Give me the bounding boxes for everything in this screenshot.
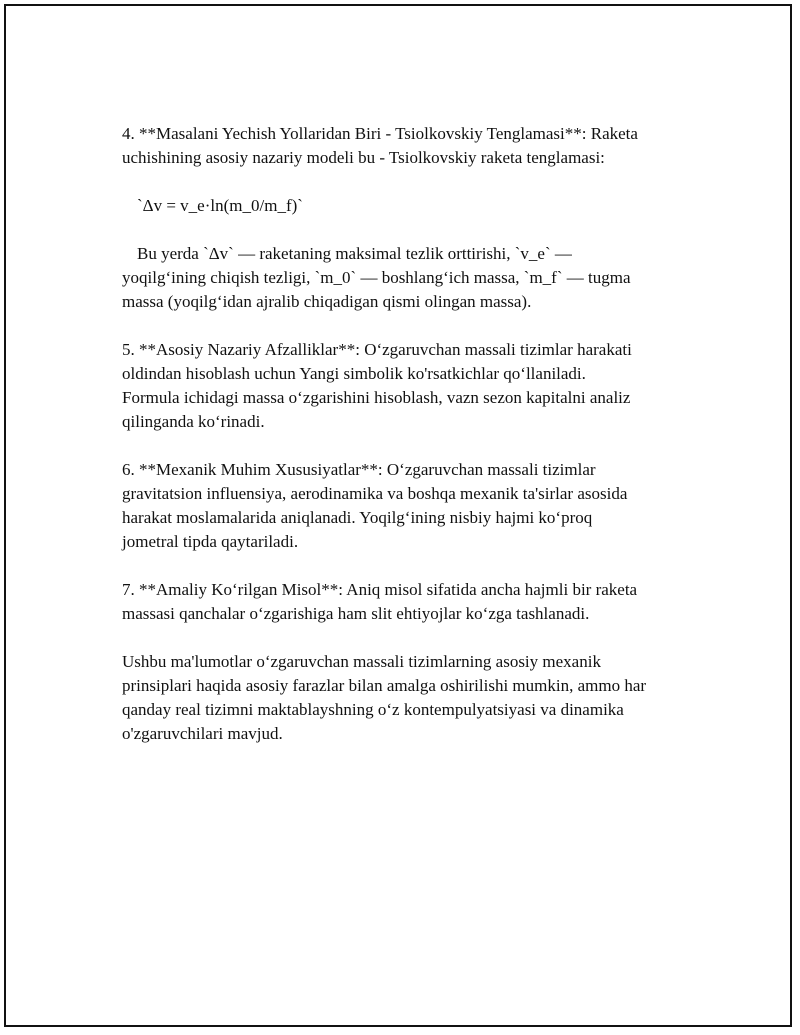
- section-5-advantages: [122, 338, 702, 434]
- section-6-mechanical: [122, 458, 702, 554]
- text-line: massa (yoqilg‘idan ajralib chiqadigan qismi olingan massa).: [122, 292, 532, 311]
- conclusion-paragraph: [122, 650, 702, 746]
- text-line: uchishining asosiy nazariy modeli bu - Tsiolkovskiy raketa tenglamasi:: [122, 148, 605, 167]
- text-line: 6. **Mexanik Muhim Xususiyatlar**: O‘zgaruvchan massali tizimlar: [122, 460, 596, 479]
- text-line: harakat moslamalarida aniqlanadi. Yoqilg‘ining nisbiy hajmi ko‘proq: [122, 508, 593, 527]
- text-line: Bu yerda `Δv` — raketaning maksimal tezlik orttirishi, `v_e` —: [137, 244, 572, 263]
- text-line: Formula ichidagi massa o‘zgarishini hisoblash, vazn sezon kapitalni analiz: [122, 388, 631, 407]
- section-4-tsiolkovskiy: [122, 122, 702, 170]
- text-line: prinsiplari haqida asosiy farazlar bilan amalga oshirilishi mumkin, ammo har: [122, 676, 647, 695]
- text-line: gravitatsion influensiya, aerodinamika va boshqa mexanik ta'sirlar asosida: [122, 484, 628, 503]
- text-line: yoqilg‘ining chiqish tezligi, `m_0` — boshlang‘ich massa, `m_f` — tugma: [122, 268, 631, 287]
- section-7-example: [122, 578, 702, 626]
- text-line: Ushbu ma'lumotlar o‘zgaruvchan massali tizimlarning asosiy mexanik: [122, 652, 601, 671]
- text-line: qanday real tizimni maktablayshning o‘z kontempulyatsiyasi va dinamika: [122, 700, 624, 719]
- text-line: 5. **Asosiy Nazariy Afzalliklar**: O‘zgaruvchan massali tizimlar harakati: [122, 340, 632, 359]
- text-line: o'zgaruvchilari mavjud.: [122, 724, 283, 743]
- formula-line: `Δv = v_e·ln(m_0/m_f)`: [137, 196, 303, 215]
- text-line: qilinganda ko‘rinadi.: [122, 412, 265, 431]
- formula-explanation: [122, 242, 702, 314]
- document-body: [122, 122, 702, 770]
- text-line: oldindan hisoblash uchun Yangi simbolik ko'rsatkichlar qo‘llaniladi.: [122, 364, 586, 383]
- text-line: 7. **Amaliy Ko‘rilgan Misol**: Aniq misol sifatida ancha hajmli bir raketa: [122, 580, 638, 599]
- text-line: jometral tipda qaytariladi.: [122, 532, 299, 551]
- text-line: massasi qanchalar o‘zgarishiga ham slit ehtiyojlar ko‘zga tashlanadi.: [122, 604, 590, 623]
- page-frame: [4, 4, 792, 1027]
- formula-block: [122, 194, 702, 218]
- text-line: 4. **Masalani Yechish Yollaridan Biri - Tsiolkovskiy Tenglamasi**: Raketa: [122, 124, 638, 143]
